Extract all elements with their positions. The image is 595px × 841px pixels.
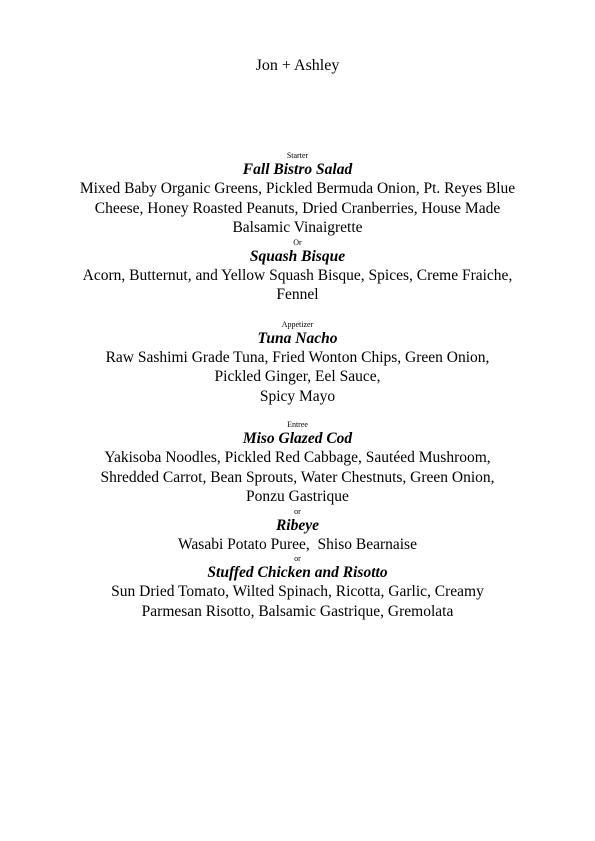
- entree-or-label: or: [294, 506, 301, 516]
- fall-bistro-salad-desc-line: Cheese, Honey Roasted Peanuts, Dried Cranberries, House Made: [94, 199, 501, 217]
- squash-bisque-desc-line: Fennel: [276, 286, 319, 303]
- stuffed-chicken-name: Stuffed Chicken and Risotto: [207, 564, 388, 581]
- course-spacer: [48, 305, 547, 320]
- entree-label: Entree: [287, 420, 308, 429]
- starter-course: [48, 151, 547, 305]
- fall-bistro-salad-name: Fall Bistro Salad: [242, 161, 353, 178]
- course-spacer: [48, 406, 547, 420]
- miso-glazed-cod-name: Miso Glazed Cod: [242, 430, 353, 447]
- fall-bistro-salad-desc-line: Mixed Baby Organic Greens, Pickled Bermuda Onion, Pt. Reyes Blue: [79, 180, 516, 197]
- ribeye-name: Ribeye: [275, 516, 320, 534]
- fall-bistro-salad-desc-line: Balsamic Vinaigrette: [232, 219, 363, 236]
- starter-or-label: Or: [293, 237, 302, 247]
- tuna-nacho-desc-line: Spicy Mayo: [259, 387, 336, 405]
- appetizer-label: Appetizer: [281, 319, 314, 329]
- menu-body: [48, 151, 547, 621]
- miso-glazed-cod-desc-line: Yakisoba Noodles, Pickled Red Cabbage, Sautéed Mushroom,: [104, 449, 491, 466]
- tuna-nacho-name: Tuna Nacho: [257, 329, 338, 347]
- squash-bisque-name: Squash Bisque: [249, 247, 346, 265]
- stuffed-chicken-desc-line: Parmesan Risotto, Balsamic Gastrique, Gremolata: [141, 602, 454, 620]
- tuna-nacho-desc-line: Raw Sashimi Grade Tuna, Fried Wonton Chips, Green Onion,: [105, 348, 490, 366]
- appetizer-course: [48, 320, 547, 407]
- starter-label: Starter: [286, 151, 309, 160]
- stuffed-chicken-desc-line: Sun Dried Tomato, Wilted Spinach, Ricotta, Garlic, Creamy: [111, 583, 484, 600]
- squash-bisque-desc-line: Acorn, Butternut, and Yellow Squash Bisque, Spices, Creme Fraiche,: [82, 266, 513, 284]
- miso-glazed-cod-desc-line: Ponzu Gastrique: [246, 488, 349, 505]
- ribeye-desc-line: Wasabi Potato Puree, Shiso Bearnaise: [178, 535, 417, 553]
- entree-course: [48, 420, 547, 621]
- entree-or-label: or: [294, 554, 301, 563]
- couple-names: Jon + Ashley: [255, 57, 340, 74]
- miso-glazed-cod-desc-line: Shredded Carrot, Bean Sprouts, Water Chestnuts, Green Onion,: [100, 468, 495, 486]
- tuna-nacho-desc-line: Pickled Ginger, Eel Sauce,: [214, 368, 381, 385]
